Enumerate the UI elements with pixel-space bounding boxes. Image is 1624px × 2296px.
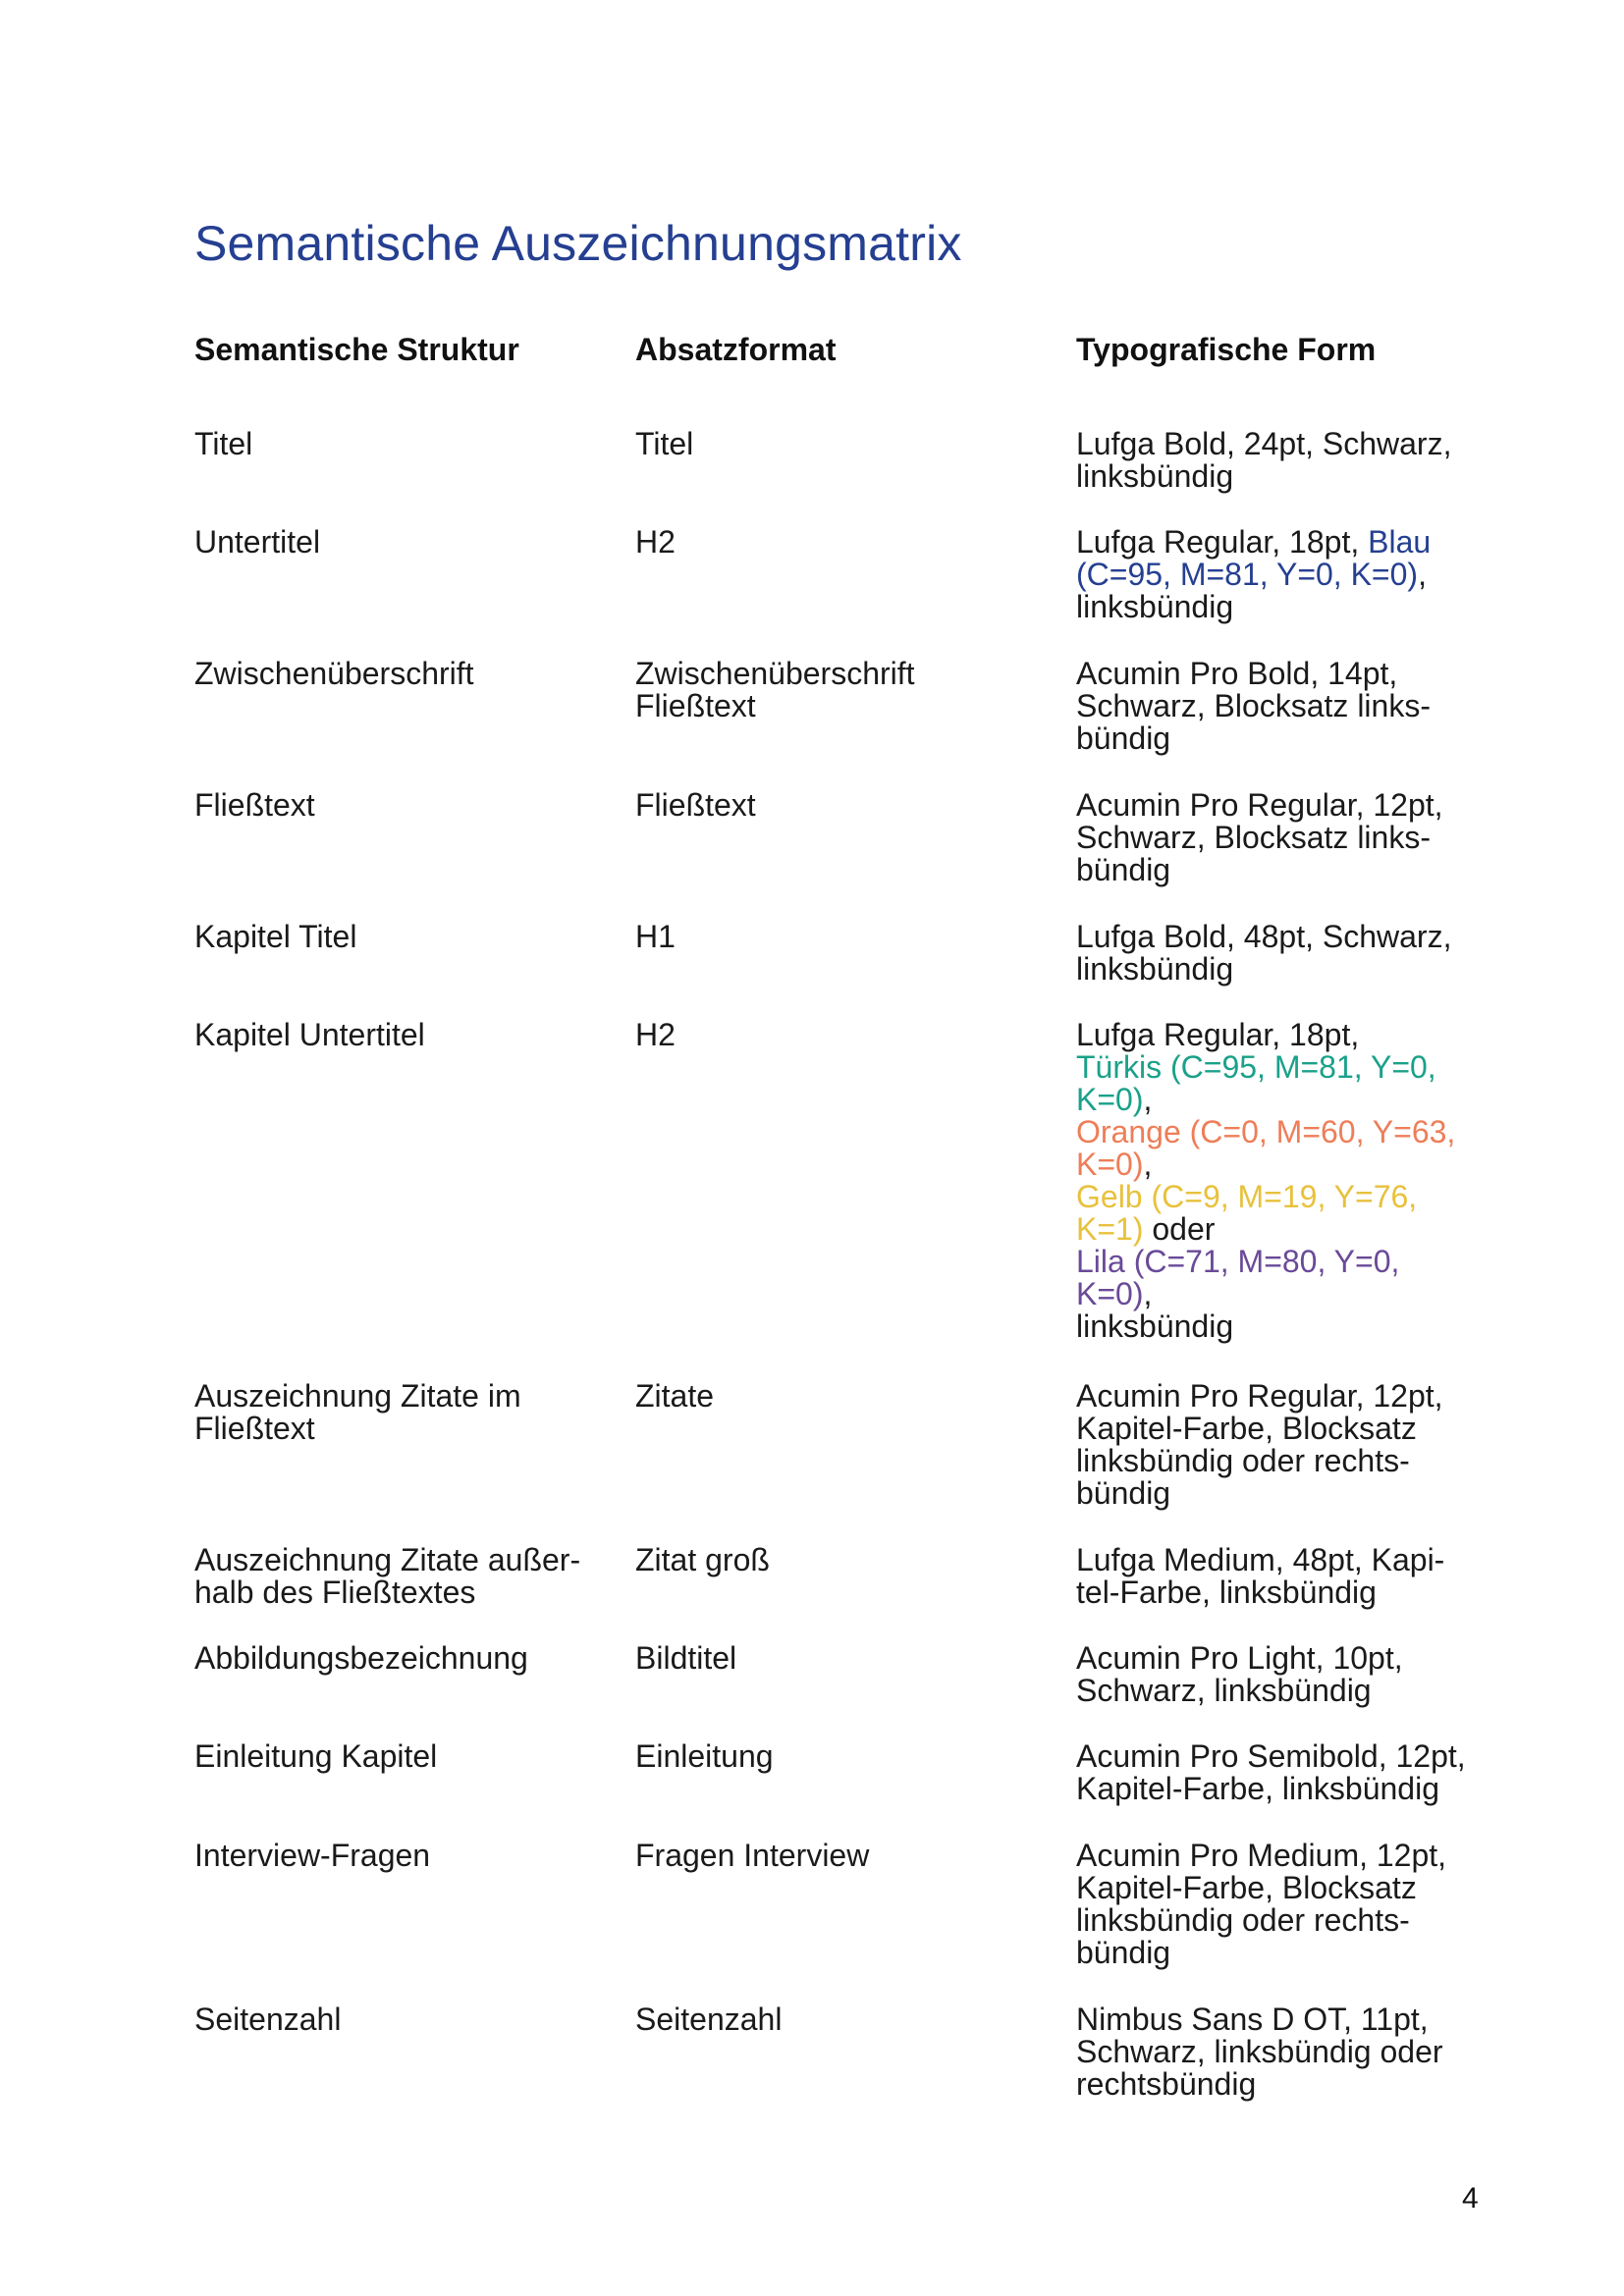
cell-semantische-struktur: Auszeichnung Zitate außer- halb des Fließtextes <box>194 1542 581 1610</box>
cell-absatzformat: Zitate <box>635 1378 715 1414</box>
cell-typografische-form <box>1076 658 1489 755</box>
form-text-segment: linksbündig oder rechts- <box>1076 1902 1410 1938</box>
form-text-segment: Gelb (C=9, M=19, Y=76, <box>1076 1179 1418 1214</box>
form-text-segment: K=1) <box>1076 1211 1144 1247</box>
form-text-segment: bündig <box>1076 721 1171 756</box>
cell-semantische-struktur: Titel <box>194 426 253 461</box>
header-absatzformat: Absatzformat <box>635 332 837 367</box>
cell-typografische-form <box>1076 1840 1489 1969</box>
form-text-segment: , <box>1143 1276 1153 1311</box>
cell-absatzformat: Einleitung <box>635 1738 774 1774</box>
cell-absatzformat: Fragen Interview <box>635 1838 870 1873</box>
form-text-segment: , <box>1418 557 1427 592</box>
cell-semantische-struktur: Abbildungsbezeichnung <box>194 1640 528 1676</box>
cell-semantische-struktur: Interview-Fragen <box>194 1838 431 1873</box>
cell-typografische-form <box>1076 428 1489 493</box>
cell-absatzformat: Seitenzahl <box>635 2002 783 2037</box>
cell-semantische-struktur: Fließtext <box>194 787 315 823</box>
form-text-segment: (C=95, M=81, Y=0, K=0) <box>1076 557 1419 592</box>
cell-absatzformat: Zwischenüberschrift Fließtext <box>635 656 915 723</box>
form-text-segment: Lufga Regular, 18pt, <box>1076 524 1369 560</box>
cell-typografische-form <box>1076 1544 1489 1609</box>
form-text-segment: Schwarz, Blocksatz links- <box>1076 688 1431 723</box>
cell-semantische-struktur: Kapitel Titel <box>194 919 357 954</box>
cell-typografische-form <box>1076 921 1489 986</box>
cell-typografische-form <box>1076 1019 1489 1343</box>
form-text-segment: Lufga Bold, 48pt, Schwarz, <box>1076 919 1452 954</box>
form-text-segment: , <box>1143 1147 1153 1182</box>
form-text-segment: Kapitel-Farbe, Blocksatz <box>1076 1411 1417 1446</box>
form-text-segment: linksbündig <box>1076 458 1234 494</box>
form-text-segment: Acumin Pro Regular, 12pt, <box>1076 787 1443 823</box>
form-text-segment: Acumin Pro Bold, 14pt, <box>1076 656 1398 691</box>
cell-absatzformat: H2 <box>635 1017 676 1052</box>
cell-semantische-struktur: Auszeichnung Zitate im Fließtext <box>194 1378 521 1446</box>
form-text-segment: tel-Farbe, linksbündig <box>1076 1575 1377 1610</box>
form-text-segment: Acumin Pro Semibold, 12pt, <box>1076 1738 1466 1774</box>
form-text-segment: Schwarz, linksbündig oder <box>1076 2034 1443 2069</box>
form-text-segment: rechtsbündig <box>1076 2066 1257 2102</box>
cell-semantische-struktur: Kapitel Untertitel <box>194 1017 425 1052</box>
cell-absatzformat: Fließtext <box>635 787 756 823</box>
form-text-segment: bündig <box>1076 1475 1171 1511</box>
cell-semantische-struktur: Seitenzahl <box>194 2002 342 2037</box>
form-text-segment: , <box>1143 1082 1153 1117</box>
cell-absatzformat: H2 <box>635 524 676 560</box>
cell-absatzformat: Bildtitel <box>635 1640 737 1676</box>
form-text-segment: Lufga Regular, 18pt, <box>1076 1017 1360 1052</box>
form-text-segment: Nimbus Sans D OT, 11pt, <box>1076 2002 1429 2037</box>
cell-typografische-form <box>1076 2003 1489 2101</box>
form-text-segment: Acumin Pro Regular, 12pt, <box>1076 1378 1443 1414</box>
form-text-segment: linksbündig <box>1076 589 1234 624</box>
form-text-segment: Lufga Medium, 48pt, Kapi- <box>1076 1542 1445 1577</box>
form-text-segment: Schwarz, linksbündig <box>1076 1673 1372 1708</box>
form-text-segment: linksbündig <box>1076 1308 1234 1344</box>
cell-typografische-form <box>1076 1740 1489 1805</box>
cell-typografische-form <box>1076 789 1489 886</box>
form-text-segment: linksbündig <box>1076 951 1234 987</box>
form-text-segment: Acumin Pro Medium, 12pt, <box>1076 1838 1447 1873</box>
form-text-segment: Orange (C=0, M=60, Y=63, <box>1076 1114 1456 1149</box>
header-semantische-struktur: Semantische Struktur <box>194 332 519 367</box>
page-number: 4 <box>1462 2182 1479 2215</box>
cell-absatzformat: Zitat groß <box>635 1542 770 1577</box>
form-text-segment: Lila (C=71, M=80, Y=0, <box>1076 1244 1400 1279</box>
page-title: Semantische Auszeichnungsmatrix <box>194 216 962 271</box>
form-text-segment: Kapitel-Farbe, linksbündig <box>1076 1771 1439 1806</box>
cell-typografische-form <box>1076 1380 1489 1510</box>
form-text-segment: K=0) <box>1076 1276 1144 1311</box>
form-text-segment: K=0) <box>1076 1082 1144 1117</box>
form-text-segment: Kapitel-Farbe, Blocksatz <box>1076 1870 1417 1905</box>
cell-semantische-struktur: Zwischenüberschrift <box>194 656 474 691</box>
cell-absatzformat: H1 <box>635 919 676 954</box>
form-text-segment: Türkis (C=95, M=81, Y=0, <box>1076 1049 1436 1085</box>
form-text-segment: linksbündig oder rechts- <box>1076 1443 1410 1478</box>
form-text-segment: Blau <box>1368 524 1432 560</box>
cell-typografische-form <box>1076 526 1489 623</box>
form-text-segment: K=0) <box>1076 1147 1144 1182</box>
form-text-segment: bündig <box>1076 1935 1171 1970</box>
cell-semantische-struktur: Einleitung Kapitel <box>194 1738 438 1774</box>
form-text-segment: Acumin Pro Light, 10pt, <box>1076 1640 1403 1676</box>
form-text-segment: oder <box>1143 1211 1216 1247</box>
cell-absatzformat: Titel <box>635 426 694 461</box>
form-text-segment: Schwarz, Blocksatz links- <box>1076 820 1431 855</box>
form-text-segment: bündig <box>1076 852 1171 887</box>
form-text-segment: Lufga Bold, 24pt, Schwarz, <box>1076 426 1452 461</box>
header-typografische-form: Typografische Form <box>1076 332 1377 367</box>
cell-typografische-form <box>1076 1642 1489 1707</box>
cell-semantische-struktur: Untertitel <box>194 524 321 560</box>
